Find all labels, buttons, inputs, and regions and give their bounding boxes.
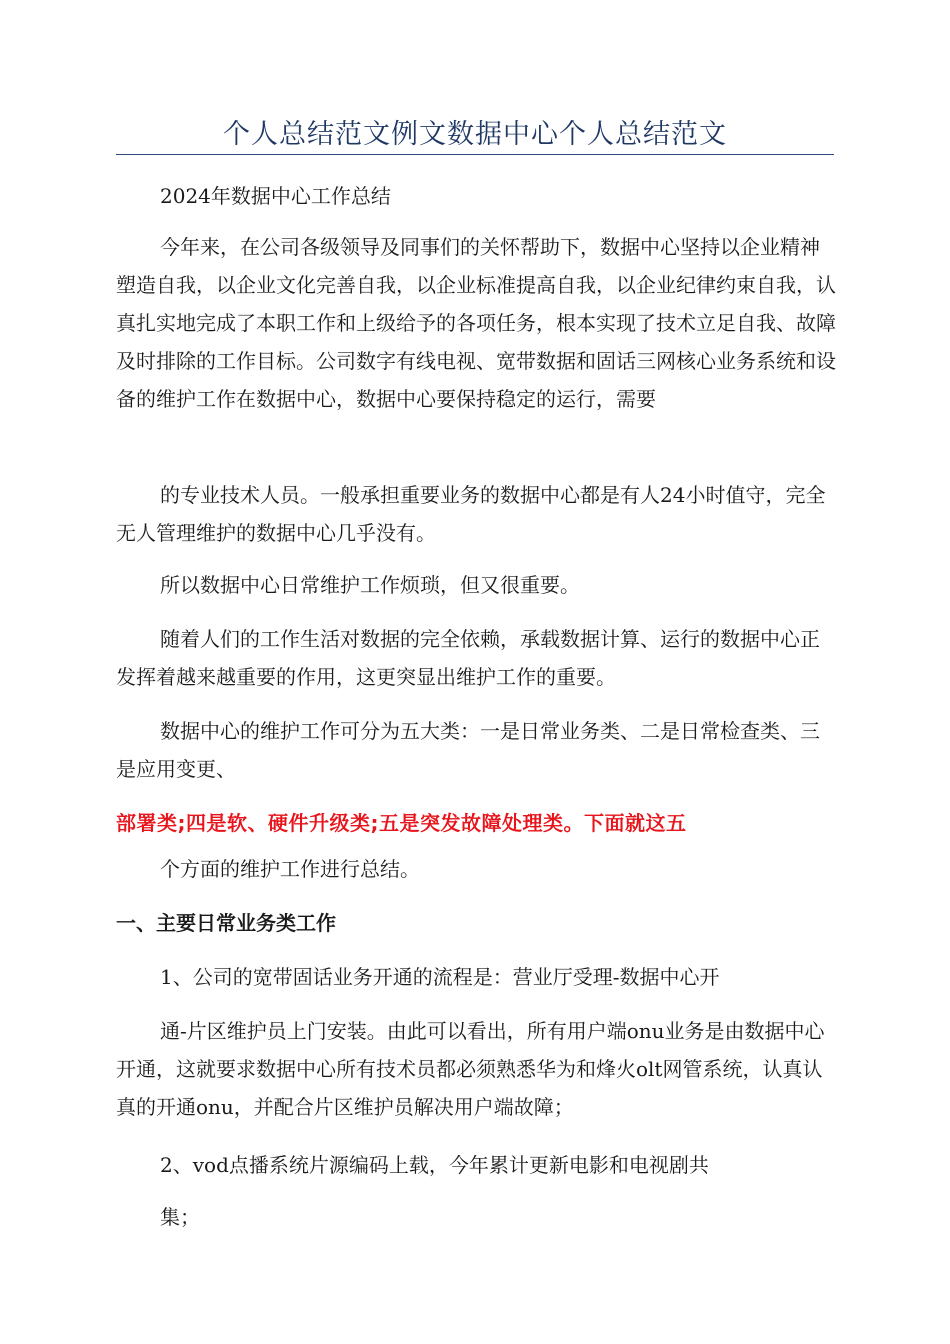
paragraph-item-2-end: 集； xyxy=(160,1205,200,1229)
paragraph-daily-work: 所以数据中心日常维护工作烦琐，但又很重要。 xyxy=(160,573,580,597)
document-title: 个人总结范文例文数据中心个人总结范文 xyxy=(223,119,727,150)
section-heading-1: 一、主要日常业务类工作 xyxy=(116,911,336,935)
paragraph-intro: 今年来，在公司各级领导及同事们的关怀帮助下，数据中心坚持以企业精神塑造自我，以企业文化完善自我，以企业标准提高自我，以企业纪律约束自我，认真扎实地完成了本职工作和上级给予的各项任务，根本实现了技术立足自我、故障及时排除的工作目标。公司数字有线电视、宽带数据和固话三网核心业务系统和设备的维护工作在数据中心，数据中心要保持稳定的运行，需要 xyxy=(116,235,836,411)
paragraph-heading-year: 2024年数据中心工作总结 xyxy=(160,184,391,208)
paragraph-item-1: 1、公司的宽带固话业务开通的流程是：营业厅受理-数据中心开 xyxy=(160,965,720,989)
paragraph-item-1-detail: 通-片区维护员上门安装。由此可以看出，所有用户端onu业务是由数据中心开通，这就要求数据中心所有技术员都必须熟悉华为和烽火olt网管系统，认真认真的开通onu，并配合片区维护员解决用户端故障； xyxy=(116,1019,825,1119)
paragraph-summary-intro: 个方面的维护工作进行总结。 xyxy=(160,857,420,881)
paragraph-staff: 的专业技术人员。一般承担重要业务的数据中心都是有人24小时值守，完全无人管理维护的数据中心几乎没有。 xyxy=(116,483,826,545)
paragraph-highlight: 部署类;四是软、硬件升级类;五是突发故障处理类。下面就这五 xyxy=(116,811,687,835)
paragraph-item-2: 2、vod点播系统片源编码上载，今年累计更新电影和电视剧共 xyxy=(160,1153,709,1177)
paragraph-categories: 数据中心的维护工作可分为五大类：一是日常业务类、二是日常检查类、三是应用变更、 xyxy=(116,719,820,781)
title-underline xyxy=(116,154,834,155)
paragraph-importance: 随着人们的工作生活对数据的完全依赖，承载数据计算、运行的数据中心正发挥着越来越重要的作用，这更突显出维护工作的重要。 xyxy=(116,627,820,689)
